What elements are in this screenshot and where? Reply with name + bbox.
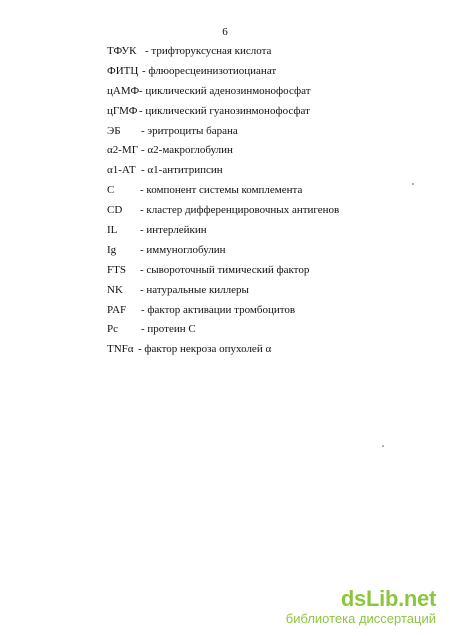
abbreviation-term: α1-АТ: [107, 164, 136, 177]
abbreviation-definition: - флюоресцеинизотиоцианат: [142, 64, 277, 77]
watermark-logo: dsLib.net: [340, 586, 436, 611]
abbreviation-term: FTS: [107, 263, 126, 276]
abbreviation-definition: - α2-макроглобулин: [141, 144, 233, 157]
abbreviation-definition: - кластер дифференцировочных антигенов: [140, 204, 340, 217]
abbreviation-definition: - интерлейкин: [140, 224, 207, 237]
abbreviation-definition: - эритроциты барана: [141, 124, 238, 137]
abbreviation-definition: - циклический аденозинмонофосфат: [139, 84, 311, 97]
abbreviation-row: [107, 124, 427, 144]
abbreviation-definition: - α1-антитрипсин: [141, 164, 223, 177]
scan-speck: [382, 445, 384, 447]
abbreviation-row: [107, 44, 427, 64]
abbreviation-row: [107, 243, 427, 263]
abbreviation-row: [107, 143, 427, 163]
abbreviation-row: [107, 203, 427, 223]
abbreviation-term: PAF: [107, 303, 127, 316]
abbreviation-term: CD: [107, 204, 123, 217]
abbreviation-row: [107, 263, 427, 283]
watermark: [286, 587, 436, 626]
abbreviation-definition: - трифторуксусная кислота: [145, 45, 272, 57]
abbreviation-row: [107, 322, 427, 342]
scan-speck: [412, 183, 414, 185]
abbreviation-definition: - натуральные киллеры: [140, 283, 249, 296]
abbreviation-term: α2-МГ: [107, 144, 139, 157]
abbreviation-term: цГМФ: [107, 104, 138, 117]
abbreviation-term: NK: [107, 283, 123, 296]
abbreviation-row: [107, 163, 427, 183]
abbreviation-definition: - иммуноглобулин: [140, 243, 226, 256]
abbreviation-term: Pc: [107, 323, 118, 336]
abbreviation-row: [107, 303, 427, 323]
abbreviation-definition: - циклический гуанозинмонофосфат: [139, 104, 310, 117]
abbreviation-term: Ig: [107, 243, 117, 256]
abbreviation-term: цАМФ: [107, 84, 140, 97]
abbreviation-definition: - фактор некроза опухолей α: [138, 343, 272, 356]
abbreviation-definition: - компонент системы комплемента: [140, 184, 303, 197]
abbreviation-term: TNFα: [107, 343, 134, 356]
abbreviation-row: [107, 84, 427, 104]
abbreviation-row: [107, 223, 427, 243]
watermark-subtitle: библиотека диссертаций: [285, 611, 436, 626]
page-number: 6: [222, 26, 228, 38]
abbreviation-list: [107, 44, 427, 362]
abbreviation-definition: - протеин С: [141, 323, 196, 336]
abbreviation-row: [107, 104, 427, 124]
abbreviation-row: [107, 283, 427, 303]
abbreviation-term: ЭБ: [107, 124, 121, 137]
abbreviation-term: IL: [107, 224, 118, 237]
abbreviation-definition: - сывороточный тимический фактор: [140, 263, 310, 276]
abbreviation-term: ФИТЦ: [107, 64, 139, 77]
abbreviation-definition: - фактор активации тромбоцитов: [141, 303, 296, 316]
abbreviation-term: ТФУК: [107, 45, 137, 57]
abbreviation-row: [107, 64, 427, 84]
abbreviation-term: С: [107, 184, 115, 197]
abbreviation-row: [107, 183, 427, 203]
abbreviation-row: [107, 342, 427, 362]
